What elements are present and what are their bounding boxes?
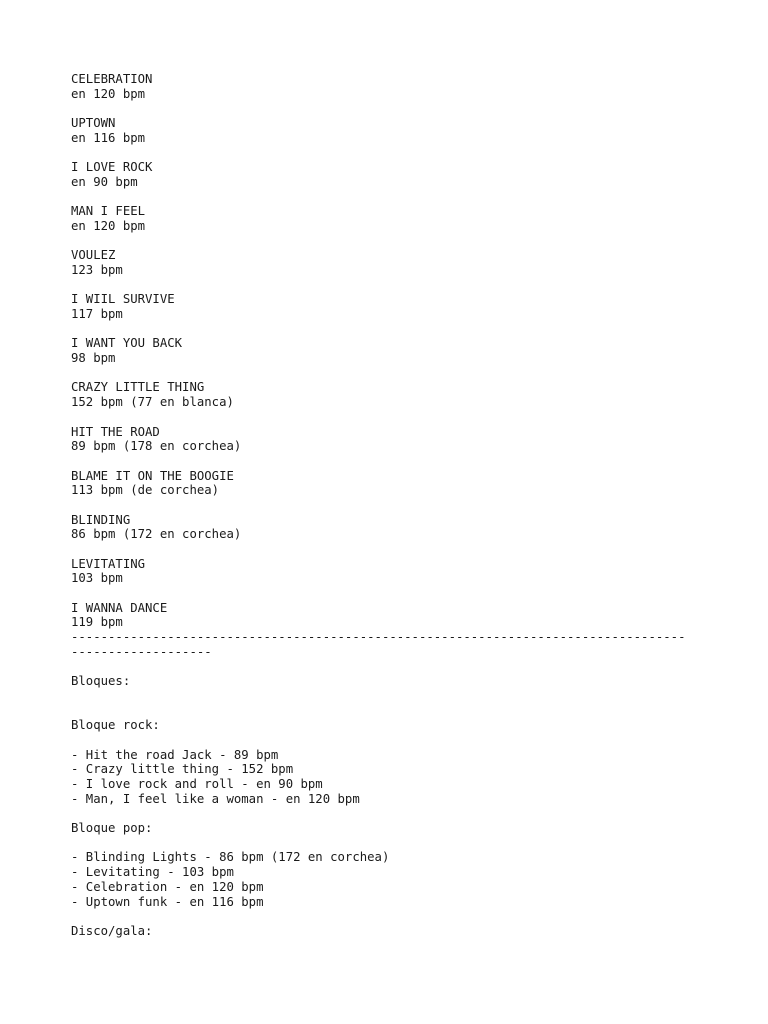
song-tempo: 123 bpm <box>71 262 123 277</box>
song-entry <box>71 425 711 454</box>
song-tempo: 103 bpm <box>71 571 123 586</box>
song-tempo: 119 bpm <box>71 615 123 630</box>
song-title: BLINDING <box>71 512 131 527</box>
list-item: - Blinding Lights - 86 bpm (172 en corchea) <box>71 850 390 865</box>
song-entry <box>71 380 711 409</box>
separator-line: ----------------------------------------------------------------------------------- <box>71 630 686 645</box>
song-title: CRAZY LITTLE THING <box>71 380 205 395</box>
song-entry <box>71 601 711 630</box>
song-tempo: 117 bpm <box>71 307 123 321</box>
list-item: - Levitating - 103 bpm <box>71 865 234 880</box>
song-title: LEVITATING <box>71 556 146 571</box>
list-item: - Celebration - en 120 bpm <box>71 879 264 894</box>
song-entry <box>71 204 711 233</box>
block-heading: Bloque rock: <box>71 718 160 733</box>
song-tempo: en 120 bpm <box>71 218 146 233</box>
song-entry <box>71 336 711 365</box>
song-tempo: 113 bpm (de corchea) <box>71 483 220 498</box>
song-title: CELEBRATION <box>71 72 153 86</box>
song-entry <box>71 72 711 101</box>
block-heading: Disco/gala: <box>71 923 153 938</box>
song-entry <box>71 292 711 321</box>
song-tempo: 152 bpm (77 en blanca) <box>71 395 234 410</box>
song-title: I WANT YOU BACK <box>71 336 183 351</box>
block-disco-gala <box>71 924 711 939</box>
song-tempo: 89 bpm (178 en corchea) <box>71 439 242 454</box>
list-item: - Uptown funk - en 116 bpm <box>71 894 264 909</box>
song-title: BLAME IT ON THE BOOGIE <box>71 468 234 483</box>
song-title: UPTOWN <box>71 116 116 131</box>
song-entry <box>71 248 711 277</box>
block-rock <box>71 718 711 806</box>
list-item: - Hit the road Jack - 89 bpm <box>71 747 279 762</box>
song-entry <box>71 116 711 145</box>
song-tempo: 98 bpm <box>71 351 116 366</box>
song-tempo: en 120 bpm <box>71 86 146 101</box>
song-entry <box>71 557 711 586</box>
song-title: HIT THE ROAD <box>71 424 160 439</box>
song-tempo: 86 bpm (172 en corchea) <box>71 527 242 542</box>
list-item: - Man, I feel like a woman - en 120 bpm <box>71 791 360 806</box>
list-item: - Crazy little thing - 152 bpm <box>71 762 294 777</box>
block-heading: Bloque pop: <box>71 821 153 836</box>
bloques-heading: Bloques: <box>71 674 131 689</box>
song-title: I WANNA DANCE <box>71 600 168 615</box>
song-entry <box>71 513 711 542</box>
list-item: - I love rock and roll - en 90 bpm <box>71 777 323 791</box>
song-title: VOULEZ <box>71 248 116 263</box>
separator <box>71 630 711 659</box>
song-title: I LOVE ROCK <box>71 160 153 175</box>
song-tempo: en 90 bpm <box>71 174 138 189</box>
song-title: MAN I FEEL <box>71 204 146 219</box>
song-title: I WIIL SURVIVE <box>71 292 175 307</box>
song-list <box>71 72 711 630</box>
document-page <box>71 72 711 939</box>
song-entry <box>71 160 711 189</box>
song-entry <box>71 469 711 498</box>
song-tempo: en 116 bpm <box>71 130 146 145</box>
separator-line: ------------------- <box>71 644 212 659</box>
block-pop <box>71 821 711 909</box>
